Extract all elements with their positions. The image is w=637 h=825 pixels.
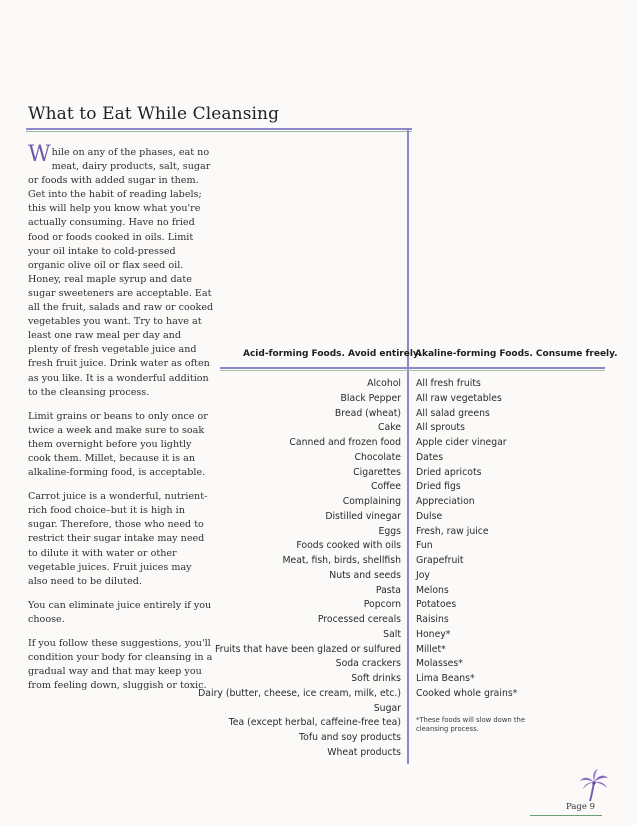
column-divider xyxy=(407,128,409,764)
alkaline-food-item: Potatoes xyxy=(416,599,457,611)
acid-food-item: Popcorn xyxy=(363,599,401,611)
acid-food-item: Canned and frozen food xyxy=(289,437,401,448)
acid-food-item: Bread (wheat) xyxy=(334,407,401,419)
intro-paragraph-2: Limit grains or beans to only once or twice a week and make sure to soak them overnight before you lightly cook them. Millet, because it is an alkaline-forming food, is acceptable. xyxy=(28,410,208,479)
page-title: What to Eat While Cleansing xyxy=(28,104,280,124)
acid-food-item: Complaining xyxy=(342,496,401,507)
acid-food-item: Dairy (butter, cheese, ice cream, milk, etc.) xyxy=(198,687,401,699)
alkaline-food-item: Dried apricots xyxy=(416,466,482,478)
intro-paragraph-1 xyxy=(28,142,214,400)
acid-food-item: Foods cooked with oils xyxy=(296,540,401,552)
alkaline-food-item: Melons xyxy=(416,584,449,596)
acid-food-item: Soda crackers xyxy=(335,658,401,670)
alkaline-food-item: All fresh fruits xyxy=(416,378,481,389)
acid-food-item: Alcohol xyxy=(367,378,401,389)
alkaline-food-item: All sprouts xyxy=(416,422,465,434)
acid-food-item: Eggs xyxy=(378,525,401,537)
alkaline-food-item: Fresh, raw juice xyxy=(416,525,489,537)
alkaline-foods-heading: Akaline-forming Foods. Consume freely. xyxy=(415,349,618,359)
acid-food-item: Chocolate xyxy=(354,451,401,463)
acid-food-item: Fruits that have been glazed or sulfured xyxy=(214,643,401,655)
title-rule-accent xyxy=(26,131,412,132)
title-rule xyxy=(26,128,412,130)
acid-food-item: Nuts and seeds xyxy=(329,569,401,581)
alkaline-food-item: Fun xyxy=(416,540,433,552)
alkaline-food-item: Dulse xyxy=(416,510,443,522)
acid-foods-list xyxy=(198,377,401,761)
alkaline-food-item: Dried figs xyxy=(416,481,461,493)
intro-paragraph-5: If you follow these suggestions, you'll condition your body for cleansing in a gradual way and that may keep you from feeling down, sluggish or toxic. xyxy=(28,638,213,692)
alkaline-food-item: Grapefruit xyxy=(416,555,464,566)
intro-paragraph-4: You can eliminate juice entirely if you choose. xyxy=(28,599,212,625)
alkaline-foods-list xyxy=(416,377,517,702)
acid-food-item: Black Pepper xyxy=(340,392,401,404)
alkaline-food-item: Joy xyxy=(416,569,430,581)
alkaline-food-item: Raisins xyxy=(416,614,449,625)
alkaline-food-item: All salad greens xyxy=(416,407,490,419)
acid-food-item: Pasta xyxy=(375,584,401,596)
page-number: Page 9 xyxy=(566,802,595,812)
acid-food-item: Tofu and soy products xyxy=(299,732,401,743)
acid-food-item: Coffee xyxy=(370,481,401,493)
acid-food-item: Cake xyxy=(378,422,401,434)
table-header-rule-accent xyxy=(220,370,605,371)
acid-foods-heading: Acid-forming Foods. Avoid entirely. xyxy=(243,349,422,359)
acid-food-item: Sugar xyxy=(373,702,401,714)
acid-food-item: Wheat products xyxy=(327,746,401,758)
acid-food-item: Salt xyxy=(383,628,401,640)
intro-paragraph-1-text: hile on any of the phases, eat no meat, dairy products, salt, sugar or foods with added sugar in them. Get into the habit of reading labels; this will help you know what you're actually consuming. Have no fried food or foods cooked in oils. Limit your oil intake to cold-pressed organic olive oil or flax seed oil. Honey, real maple syrup and date sugar sweeteners are acceptable. Eat all the fruit, salads and raw or cooked vegetables you want. Try to have at least one raw meal per day and plenty of fresh vegetable juice and fresh fruit juice. Drink water as often as you like. It is a wonderful addition to the cleansing process. xyxy=(28,147,214,398)
alkaline-food-item: Cooked whole grains* xyxy=(416,687,518,699)
alkaline-food-item: Honey* xyxy=(416,628,451,640)
alkaline-food-item: All raw vegetables xyxy=(416,392,502,404)
alkaline-food-item: Lima Beans* xyxy=(416,673,475,684)
acid-food-item: Soft drinks xyxy=(351,673,401,684)
alkaline-food-item: Dates xyxy=(416,451,444,463)
alkaline-food-item: Appreciation xyxy=(416,496,475,507)
acid-food-item: Distilled vinegar xyxy=(325,510,401,522)
intro-text xyxy=(28,142,214,703)
alkaline-food-item: Apple cider vinegar xyxy=(416,437,507,448)
drop-cap: W xyxy=(28,142,51,167)
palm-tree-icon xyxy=(578,768,610,802)
acid-food-item: Processed cereals xyxy=(317,614,401,625)
alkaline-food-item: Millet* xyxy=(416,643,446,655)
acid-food-item: Cigarettes xyxy=(353,466,401,478)
footnote: *These foods will slow down the cleansing process. xyxy=(416,716,525,733)
acid-food-item: Meat, fish, birds, shellfish xyxy=(282,555,401,566)
intro-paragraph-3: Carrot juice is a wonderful, nutrient-rich food choice–but it is high in sugar. Therefore, those who need to restrict their sugar intake may need to dilute it with water or other vegetable juices. Fruit juices may also need to be diluted. xyxy=(28,491,208,587)
footer-rule xyxy=(530,815,602,816)
table-header-rule xyxy=(220,367,605,369)
acid-food-item: Tea (except herbal, caffeine-free tea) xyxy=(228,717,401,729)
alkaline-food-item: Molasses* xyxy=(416,658,463,670)
